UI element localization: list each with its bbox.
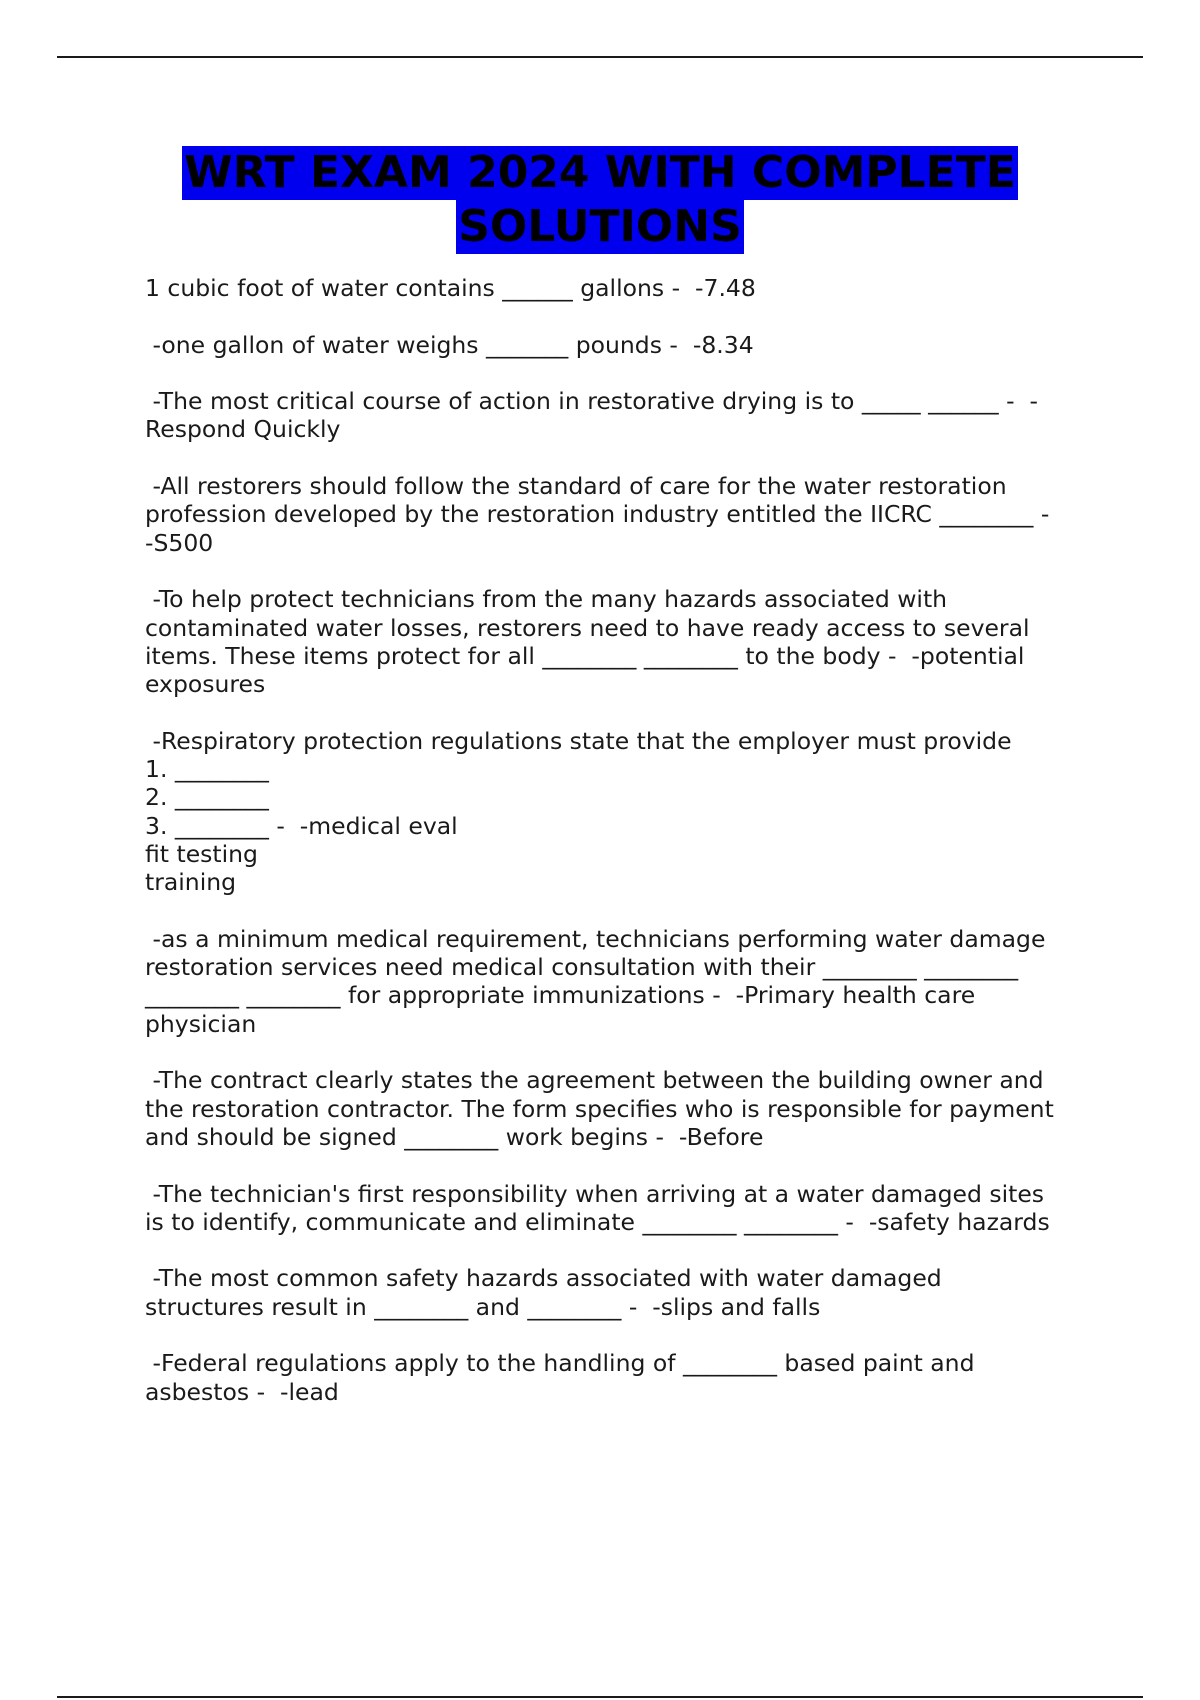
footer-rule: [57, 1696, 1143, 1698]
qa-item: -All restorers should follow the standard of care for the water restoration profession developed by the restoration industry entitled the IICRC ________ - -S500: [145, 472, 1050, 557]
document-title: [0, 146, 1200, 254]
qa-item: -The most common safety hazards associated with water damaged structures result in ________ and ________ - -slips and falls: [145, 1264, 942, 1321]
qa-item: -as a minimum medical requirement, technicians performing water damage restoration services need medical consultation with their ________ ________ ________ ________ for appropriate immunizations - -Primary health care physician: [145, 924, 1046, 1038]
qa-list: [145, 274, 1095, 1434]
qa-item: -The most critical course of action in restorative drying is to _____ ______ - - Respond Quickly: [145, 387, 1038, 444]
header-rule: [57, 56, 1143, 58]
qa-item: -The technician's first responsibility when arriving at a water damaged sites is to identify, communicate and eliminate ________ ________ - -safety hazards: [145, 1179, 1050, 1236]
qa-item: -one gallon of water weighs _______ pounds - -8.34: [145, 330, 754, 359]
qa-item: -Federal regulations apply to the handling of ________ based paint and asbestos - -lead: [145, 1349, 975, 1406]
title-line-1: WRT EXAM 2024 WITH COMPLETE: [184, 147, 1016, 198]
qa-item: -To help protect technicians from the many hazards associated with contaminated water losses, restorers need to have ready access to several items. These items protect for all ________ ________ to the body - -potential exposures: [145, 585, 1030, 699]
qa-item: -Respiratory protection regulations state that the employer must provide 1. ________ 2. ________ 3. ________ - -medical eval fit testing training: [145, 726, 1012, 897]
title-line-2: SOLUTIONS: [458, 201, 742, 252]
qa-item: 1 cubic foot of water contains ______ gallons - -7.48: [145, 274, 756, 302]
qa-item: -The contract clearly states the agreement between the building owner and the restoration contractor. The form specifies who is responsible for payment and should be signed ________ work begins - -Before: [145, 1066, 1054, 1151]
